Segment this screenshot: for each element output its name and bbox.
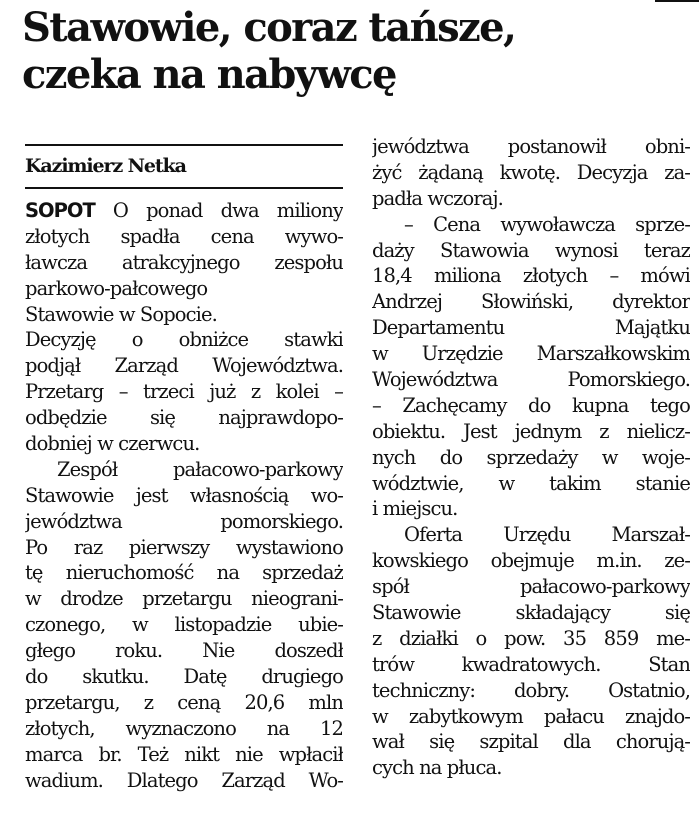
text-line: – Zachęcamy do kupna tego	[372, 393, 690, 417]
text-line: w drodze przetargu nieograni-	[25, 587, 343, 611]
left-column	[25, 198, 343, 793]
text-line: nych do sprzedaży w woje-	[372, 445, 690, 469]
corner-rule	[655, 0, 699, 2]
byline-bottom-rule	[25, 187, 343, 189]
text-line: marca br. Też nikt nie wpłacił	[25, 742, 343, 766]
text-line: wadium. Dlatego Zarząd Wo-	[25, 768, 343, 792]
text-line	[25, 198, 343, 224]
text-line: techniczny: dobry. Ostatnio,	[372, 678, 690, 702]
text-line: Departamentu Majątku	[372, 316, 690, 340]
text-line: czonego, w listopadzie ubie-	[25, 613, 343, 637]
text-line: kowskiego obejmuje m.in. ze-	[372, 549, 690, 573]
text-line: Stawowie składający się	[372, 601, 690, 625]
text-line: Po raz pierwszy wystawiono	[25, 535, 343, 559]
text-line: w zabytkowym pałacu znajdo-	[372, 704, 690, 728]
text-line: obiektu. Jest jednym z nielicz-	[372, 419, 690, 443]
byline-top-rule	[25, 144, 343, 146]
text-line: – Cena wywoławcza sprze-	[404, 212, 690, 236]
dateline: SOPOT	[25, 199, 95, 222]
headline	[22, 4, 682, 98]
text-line: daży Stawowia wynosi teraz	[372, 238, 690, 262]
text-line: parkowo-pałcowego	[25, 276, 208, 300]
text-line: głego roku. Nie doszedł	[25, 639, 343, 663]
text-line: i miejscu.	[372, 497, 458, 521]
text-line: Oferta Urzędu Marszał-	[404, 523, 690, 547]
text-line: w Urzędzie Marszałkowskim	[372, 342, 690, 366]
text-line: wał się szpital dla chorują-	[372, 730, 690, 754]
text-line: złotych, wyznaczono na 12	[25, 716, 343, 740]
text-line: tę nieruchomość na sprzedaż	[25, 561, 343, 585]
right-column	[372, 134, 690, 781]
text-line: podjął Zarząd Województwa.	[25, 354, 343, 378]
headline-line-1: Stawowie, coraz tańsze,	[22, 4, 516, 51]
text-line: odbędzie się najprawdopo-	[25, 406, 343, 430]
text-line: Stawowie w Sopocie.	[25, 302, 217, 326]
text-line: Zespół pałacowo-parkowy	[57, 457, 343, 481]
text-line: do skutku. Datę drugiego	[25, 665, 343, 689]
text-line: Decyzję o obniżce stawki	[25, 328, 343, 352]
text-line: jewództwa pomorskiego.	[25, 509, 343, 533]
text-line: złotych spadła cena wywo-	[25, 224, 343, 248]
text-line: spół pałacowo-parkowy	[372, 575, 690, 599]
text-line: z działki o pow. 35 859 me-	[372, 626, 690, 650]
text-line: przetargu, z ceną 20,6 mln	[25, 690, 343, 714]
text-line: padła wczoraj.	[372, 186, 503, 210]
text-fragment: O ponad dwa miliony	[94, 199, 343, 222]
text-line: Andrzej Słowiński, dyrektor	[372, 290, 690, 314]
text-line: cych na płuca.	[372, 756, 502, 780]
text-line: Stawowie jest własnością wo-	[25, 483, 343, 507]
text-line: żyć żądaną kwotę. Decyzja za-	[372, 160, 690, 184]
text-line: 18,4 miliona złotych – mówi	[372, 264, 690, 288]
byline: Kazimierz Netka	[25, 155, 186, 177]
text-line: ławcza atrakcyjnego zespołu	[25, 250, 343, 274]
text-line: trów kwadratowych. Stan	[372, 652, 690, 676]
text-line: Przetarg – trzeci już z kolei –	[25, 380, 343, 404]
text-line: wództwie, w takim stanie	[372, 471, 690, 495]
text-line: dobniej w czerwcu.	[25, 432, 200, 456]
text-line: Województwa Pomorskiego.	[372, 368, 690, 392]
headline-line-2: czeka na nabywcę	[22, 51, 396, 98]
text-line: jewództwa postanowił obni-	[372, 135, 690, 158]
